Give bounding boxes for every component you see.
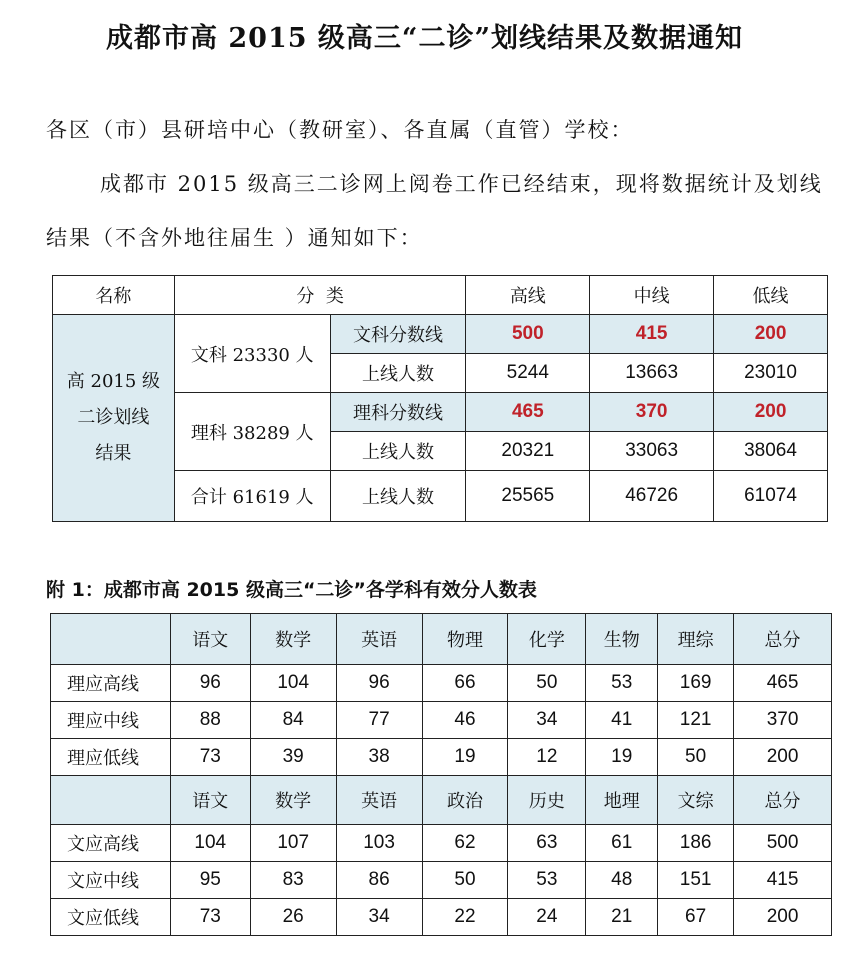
like-low-count: 38064 <box>714 432 828 471</box>
table-cell: 38 <box>336 739 422 776</box>
like-label: 理科 38289 人 <box>174 393 330 471</box>
table-cell: 83 <box>250 862 336 899</box>
table-cell: 121 <box>658 702 734 739</box>
table-cell: 86 <box>336 862 422 899</box>
name-line-2: 二诊划线 <box>77 407 150 428</box>
table-cell: 19 <box>586 739 658 776</box>
table-cell: 73 <box>170 899 250 936</box>
table-cell: 46 <box>422 702 508 739</box>
arts-header-cell: 英语 <box>336 776 422 825</box>
total-label: 合计 61619 人 <box>174 471 330 522</box>
row-label: 文应中线 <box>51 862 171 899</box>
intro-paragraph-line-1: 成都市 2015 级高三二诊网上阅卷工作已经结束，现将数据统计及划线 <box>100 172 823 196</box>
total-mid-count: 46726 <box>590 471 714 522</box>
wenke-high-score: 500 <box>466 315 590 354</box>
table-cell: 465 <box>734 665 832 702</box>
table-cell: 41 <box>586 702 658 739</box>
arts-header-row <box>51 776 832 825</box>
table-cell: 21 <box>586 899 658 936</box>
table-cell: 186 <box>658 825 734 862</box>
table-row <box>51 739 832 776</box>
table-cell: 200 <box>734 899 832 936</box>
like-high-count: 20321 <box>466 432 590 471</box>
science-header-blank <box>51 614 171 665</box>
like-mid-count: 33063 <box>590 432 714 471</box>
table-cell: 500 <box>734 825 832 862</box>
table-cell: 77 <box>336 702 422 739</box>
table-cell: 96 <box>170 665 250 702</box>
table-cell: 39 <box>250 739 336 776</box>
wenke-high-count: 5244 <box>466 354 590 393</box>
table-cell: 26 <box>250 899 336 936</box>
arts-header-cell: 政治 <box>422 776 508 825</box>
like-mid-score: 370 <box>590 393 714 432</box>
table-cell: 95 <box>170 862 250 899</box>
arts-header-cell: 地理 <box>586 776 658 825</box>
header-high-line: 高线 <box>466 276 590 315</box>
science-header-cell: 物理 <box>422 614 508 665</box>
annex-title: 附 1：成都市高 2015 级高三“二诊”各学科有效分人数表 <box>46 579 537 601</box>
like-low-score: 200 <box>714 393 828 432</box>
intro-paragraph-line-2: 结果（不含外地往届生 ）通知如下： <box>46 226 423 250</box>
wenke-count-label: 上线人数 <box>330 354 466 393</box>
like-high-score: 465 <box>466 393 590 432</box>
row-label: 理应中线 <box>51 702 171 739</box>
table-row <box>51 862 832 899</box>
header-mid-line: 中线 <box>590 276 714 315</box>
table-cell: 66 <box>422 665 508 702</box>
table-cell: 50 <box>422 862 508 899</box>
name-line-1: 高 2015 级 <box>66 371 161 392</box>
table-cell: 19 <box>422 739 508 776</box>
table-row <box>51 665 832 702</box>
page-title: 成都市高 2015 级高三“二诊”划线结果及数据通知 <box>105 23 743 54</box>
table-cell: 34 <box>508 702 586 739</box>
science-header-row <box>51 614 832 665</box>
table-row <box>51 702 832 739</box>
table-cell: 50 <box>508 665 586 702</box>
table-name-cell <box>53 315 175 522</box>
name-line-3: 结果 <box>95 443 132 464</box>
arts-header-cell: 文综 <box>658 776 734 825</box>
table-cell: 169 <box>658 665 734 702</box>
total-low-count: 61074 <box>714 471 828 522</box>
science-header-cell: 总分 <box>734 614 832 665</box>
arts-header-cell: 总分 <box>734 776 832 825</box>
row-label: 理应高线 <box>51 665 171 702</box>
table-cell: 67 <box>658 899 734 936</box>
row-label: 文应高线 <box>51 825 171 862</box>
header-name: 名称 <box>53 276 175 315</box>
table-cell: 48 <box>586 862 658 899</box>
table-cell: 22 <box>422 899 508 936</box>
table-cell: 73 <box>170 739 250 776</box>
row-label: 文应低线 <box>51 899 171 936</box>
table-cell: 12 <box>508 739 586 776</box>
wenke-low-score: 200 <box>714 315 828 354</box>
table-cell: 107 <box>250 825 336 862</box>
cutoff-results-table <box>52 275 828 522</box>
table-cell: 200 <box>734 739 832 776</box>
table-cell: 53 <box>508 862 586 899</box>
subject-count-table <box>50 613 832 936</box>
header-category: 分 类 <box>174 276 466 315</box>
science-header-cell: 语文 <box>170 614 250 665</box>
header-low-line: 低线 <box>714 276 828 315</box>
wenke-mid-score: 415 <box>590 315 714 354</box>
salutation: 各区（市）县研培中心（教研室）、各直属（直管）学校： <box>46 118 634 142</box>
arts-header-cell: 语文 <box>170 776 250 825</box>
table-cell: 84 <box>250 702 336 739</box>
arts-header-cell: 数学 <box>250 776 336 825</box>
table-cell: 50 <box>658 739 734 776</box>
table-cell: 88 <box>170 702 250 739</box>
wenke-score-label: 文科分数线 <box>330 315 466 354</box>
table-cell: 34 <box>336 899 422 936</box>
science-header-cell: 数学 <box>250 614 336 665</box>
table-cell: 61 <box>586 825 658 862</box>
row-label: 理应低线 <box>51 739 171 776</box>
table-row <box>51 825 832 862</box>
table-cell: 151 <box>658 862 734 899</box>
table-cell: 96 <box>336 665 422 702</box>
table-cell: 62 <box>422 825 508 862</box>
table-row <box>51 899 832 936</box>
table-cell: 103 <box>336 825 422 862</box>
wenke-low-count: 23010 <box>714 354 828 393</box>
table-cell: 104 <box>170 825 250 862</box>
table-header-row <box>53 276 828 315</box>
science-header-cell: 理综 <box>658 614 734 665</box>
science-header-cell: 英语 <box>336 614 422 665</box>
table-row <box>53 315 828 354</box>
science-header-cell: 生物 <box>586 614 658 665</box>
like-count-label: 上线人数 <box>330 432 466 471</box>
total-count-label: 上线人数 <box>330 471 466 522</box>
arts-header-cell: 历史 <box>508 776 586 825</box>
arts-header-blank <box>51 776 171 825</box>
like-score-label: 理科分数线 <box>330 393 466 432</box>
total-high-count: 25565 <box>466 471 590 522</box>
table-cell: 370 <box>734 702 832 739</box>
table-cell: 415 <box>734 862 832 899</box>
table-cell: 63 <box>508 825 586 862</box>
wenke-mid-count: 13663 <box>590 354 714 393</box>
table-cell: 53 <box>586 665 658 702</box>
table-cell: 24 <box>508 899 586 936</box>
science-header-cell: 化学 <box>508 614 586 665</box>
table-cell: 104 <box>250 665 336 702</box>
wenke-label: 文科 23330 人 <box>174 315 330 393</box>
